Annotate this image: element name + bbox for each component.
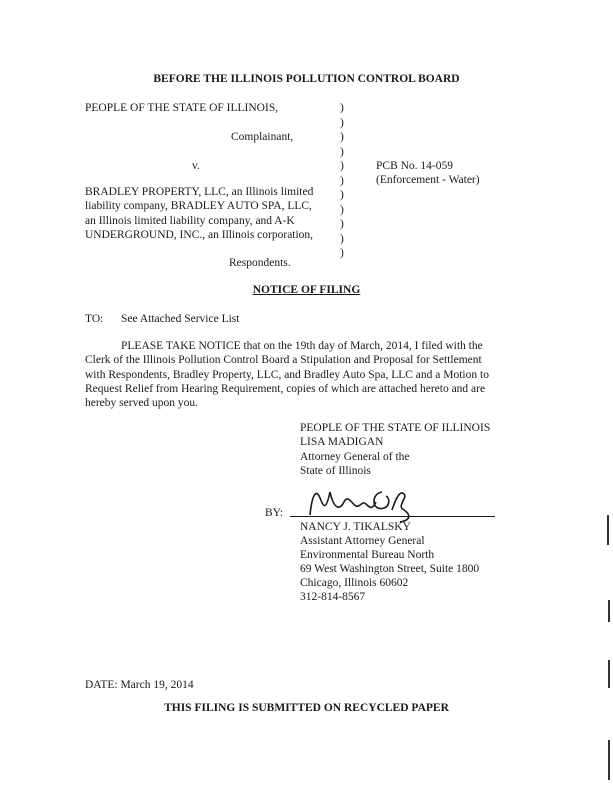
notice-title: NOTICE OF FILING <box>252 284 361 296</box>
scan-edge-mark <box>607 515 609 545</box>
signature-line <box>290 516 495 517</box>
respondent-line-1: BRADLEY PROPERTY, LLC, an Illinois limited <box>85 186 314 198</box>
filing-date: DATE: March 19, 2014 <box>85 679 194 691</box>
sig-block-line-3: Attorney General of the <box>300 451 410 463</box>
recycled-paper-notice: THIS FILING IS SUBMITTED ON RECYCLED PAPER <box>164 702 449 714</box>
by-label: BY: <box>265 507 284 519</box>
sig-block-line-2: LISA MADIGAN <box>300 436 384 448</box>
scan-edge-mark <box>608 740 610 780</box>
notice-body-line-3: with Respondents, Bradley Property, LLC, and Bradley Auto Spa, LLC and a Motion to <box>85 369 489 381</box>
handwritten-signature <box>300 480 440 525</box>
plaintiff-name: PEOPLE OF THE STATE OF ILLINOIS, <box>85 102 279 114</box>
signatory-street: 69 West Washington Street, Suite 1800 <box>300 563 480 575</box>
case-type: (Enforcement - Water) <box>376 174 480 186</box>
signatory-name: NANCY J. TIKALSKY <box>300 521 411 533</box>
board-heading: BEFORE THE ILLINOIS POLLUTION CONTROL BOARD <box>153 73 460 85</box>
notice-body-line-2: Clerk of the Illinois Pollution Control Board a Stipulation and Proposal for Settlement <box>85 354 482 366</box>
respondent-line-2: liability company, BRADLEY AUTO SPA, LLC, <box>85 200 312 212</box>
respondents-role: Respondents. <box>229 257 291 269</box>
signatory-city: Chicago, Illinois 60602 <box>300 577 409 589</box>
notice-body-line-4: Request Relief from Hearing Requirement, copies of which are attached hereto and are <box>85 383 486 395</box>
notice-body-line-1: PLEASE TAKE NOTICE that on the 19th day of March, 2014, I filed with the <box>121 340 483 352</box>
versus-label: v. <box>192 160 200 172</box>
plaintiff-role: Complainant, <box>231 131 294 143</box>
signatory-phone: 312-814-8567 <box>300 591 366 603</box>
scan-edge-mark <box>608 600 610 622</box>
respondent-line-4: UNDERGROUND, INC., an Illinois corporation, <box>85 229 314 241</box>
signatory-title: Assistant Attorney General <box>300 535 425 547</box>
case-number: PCB No. 14-059 <box>376 160 453 172</box>
to-label: TO: <box>85 313 104 325</box>
respondent-line-3: an Illinois limited liability company, and A-K <box>85 215 295 227</box>
signatory-bureau: Environmental Bureau North <box>300 549 435 561</box>
scan-edge-mark <box>608 660 610 688</box>
sig-block-line-1: PEOPLE OF THE STATE OF ILLINOIS <box>300 422 491 434</box>
caption-parentheses: ) ) ) ) ) ) ) ) ) ) ) <box>340 102 344 259</box>
notice-body-line-5: hereby served upon you. <box>85 397 199 409</box>
sig-block-line-4: State of Illinois <box>300 465 371 477</box>
to-value: See Attached Service List <box>121 313 240 325</box>
